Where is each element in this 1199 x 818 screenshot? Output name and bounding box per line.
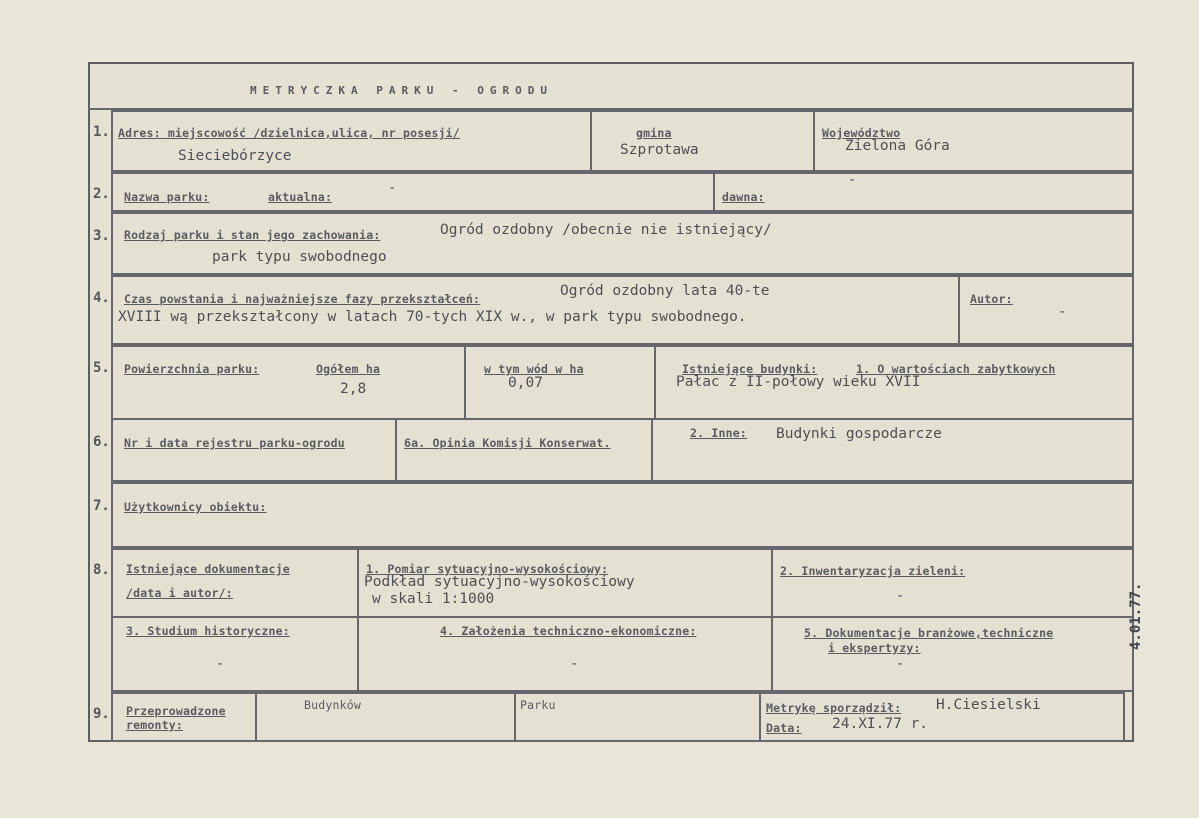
- gmina-cell: [590, 110, 815, 172]
- address-value: Sieciebórzyce: [178, 148, 292, 164]
- documentation-cell: [111, 548, 359, 618]
- tech-econ-label: 4. Założenia techniczno-ekonomiczne:: [440, 624, 697, 638]
- other-buildings-value: Budynki gospodarcze: [776, 426, 942, 442]
- survey-label: 1. Pomiar sytuacyjno-wysokościowy:: [366, 562, 609, 576]
- date-value: 24.XI.77 r.: [832, 716, 929, 732]
- renovations-label-1: Przeprowadzone: [126, 704, 226, 718]
- history-phases-value-1: Ogród ozdobny lata 40-te: [560, 283, 770, 299]
- voivodeship-label: Województwo: [822, 126, 901, 140]
- history-study-label: 3. Studium historyczne:: [126, 624, 290, 638]
- row-number-4: 4.: [93, 290, 110, 306]
- former-name-value: -: [848, 172, 857, 188]
- historic-buildings-value: Pałac z II-połowy wieku XVII: [676, 374, 921, 390]
- park-name-label: Nazwa parku:: [124, 190, 210, 204]
- row-number-3: 3.: [93, 228, 110, 244]
- author-value: -: [1058, 304, 1067, 320]
- row-number-5: 5.: [93, 360, 110, 376]
- documentation-label-2: /data i autor/:: [126, 586, 233, 600]
- former-name-label: dawna:: [722, 190, 765, 204]
- survey-value-1: Podkład sytuacyjno-wysokościowy: [364, 574, 635, 590]
- gmina-value: Szprotawa: [620, 142, 699, 158]
- water-area-value: 0,07: [508, 375, 543, 391]
- history-phases-label: Czas powstania i najważniejsze fazy przekształceń:: [124, 292, 481, 306]
- compiled-by-label: Metrykę sporządził:: [766, 701, 902, 715]
- other-buildings-label: 2. Inne:: [690, 426, 747, 440]
- documentation-label-1: Istniejące dokumentacje: [126, 562, 290, 576]
- current-name-value: -: [388, 180, 397, 196]
- date-label: Data:: [766, 721, 802, 735]
- handwritten-date-note: 4.01.77.: [1128, 582, 1144, 650]
- row-number-2: 2.: [93, 186, 110, 202]
- voivodeship-value: Zielona Góra: [845, 138, 950, 154]
- register-cell: [111, 418, 397, 482]
- author-label: Autor:: [970, 292, 1013, 306]
- row-number-7: 7.: [93, 498, 110, 514]
- area-cell: [111, 345, 466, 420]
- compiled-by-value: H.Ciesielski: [936, 697, 1041, 713]
- conservation-opinion-cell: [395, 418, 653, 482]
- greenery-label: 2. Inwentaryzacja zieleni:: [780, 564, 966, 578]
- form-title: METRYCZKA PARKU - OGRODU: [250, 84, 553, 97]
- historic-buildings-label: 1. O wartościach zabytkowych: [856, 362, 1056, 376]
- users-cell: [111, 482, 1134, 548]
- survey-value-2: w skali 1:1000: [372, 591, 495, 607]
- renovation-buildings-cell: [255, 692, 516, 742]
- history-phases-value-2: XVIII wą przekształcony w latach 70-tych XIX w., w park typu swobodnego.: [118, 309, 747, 325]
- history-study-value: -: [216, 656, 225, 672]
- branch-docs-label-2: i ekspertyzy:: [828, 641, 921, 655]
- register-label: Nr i data rejestru parku-ogrodu: [124, 436, 345, 450]
- greenery-cell: [771, 548, 1134, 618]
- conservation-opinion-label: 6a. Opinia Komisji Konserwat.: [404, 436, 611, 450]
- total-area-value: 2,8: [340, 381, 367, 397]
- former-name-cell: [713, 172, 1134, 212]
- users-label: Użytkownicy obiektu:: [124, 500, 267, 514]
- renovation-park-label: Parku: [520, 698, 556, 712]
- branch-docs-value: -: [896, 656, 905, 672]
- park-type-value-1: Ogród ozdobny /obecnie nie istniejący/: [440, 222, 772, 238]
- water-area-cell: [464, 345, 656, 420]
- area-label: Powierzchnia parku:: [124, 362, 260, 376]
- renovations-label-2: remonty:: [126, 718, 183, 732]
- existing-buildings-label: Istniejące budynki:: [682, 362, 818, 376]
- renovation-buildings-label: Budynków: [304, 698, 361, 712]
- gmina-label: gmina: [636, 126, 672, 140]
- row-number-6: 6.: [93, 434, 110, 450]
- row-number-8: 8.: [93, 562, 110, 578]
- water-area-label: w tym wód w ha: [484, 362, 584, 376]
- current-name-label: aktualna:: [268, 190, 333, 204]
- total-area-label: Ogółem ha: [316, 362, 381, 376]
- row-number-1: 1.: [93, 124, 110, 140]
- park-type-value-2: park typu swobodnego: [212, 249, 387, 265]
- greenery-value: -: [896, 588, 905, 604]
- park-type-label: Rodzaj parku i stan jego zachowania:: [124, 228, 381, 242]
- row-number-9: 9.: [93, 706, 110, 722]
- branch-docs-label-1: 5. Dokumentacje branżowe,techniczne: [804, 626, 1054, 640]
- tech-econ-value: -: [570, 656, 579, 672]
- author-cell: [958, 275, 1134, 345]
- address-label: Adres: miejscowość /dzielnica,ulica, nr posesji/: [118, 126, 460, 140]
